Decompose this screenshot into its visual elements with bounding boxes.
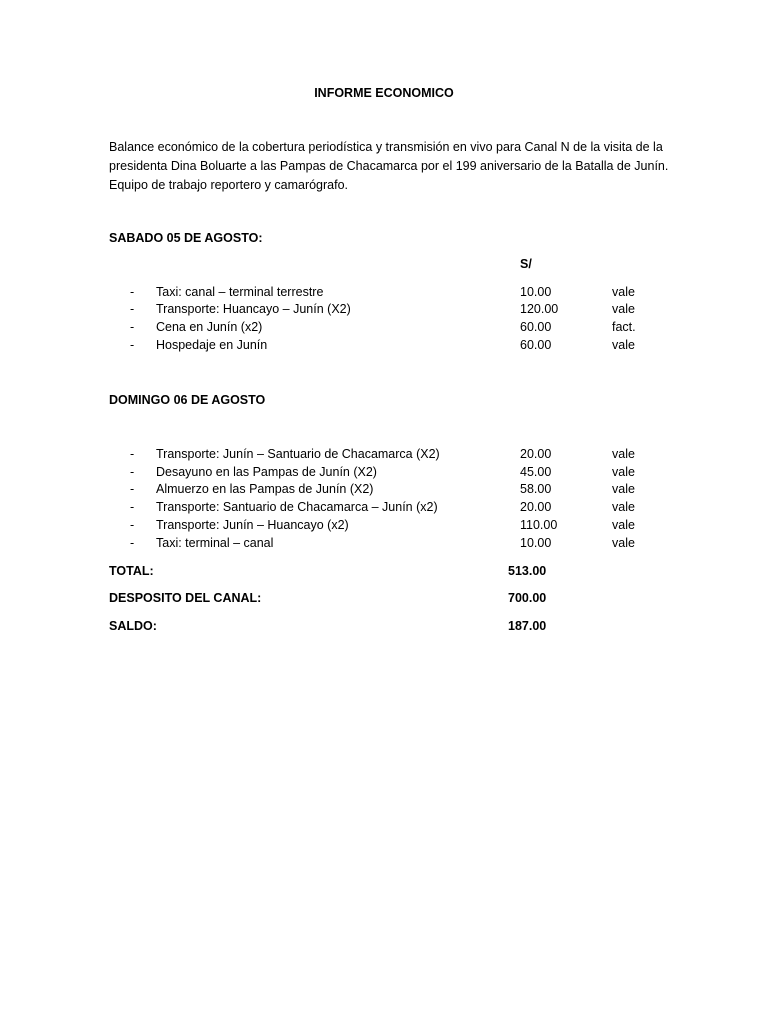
deposit-label: DESPOSITO DEL CANAL: xyxy=(109,591,262,605)
bullet-dash: - xyxy=(130,447,135,461)
bullet-dash: - xyxy=(130,320,135,334)
bullet-dash: - xyxy=(130,500,135,514)
expense-receipt-type: vale xyxy=(612,518,635,532)
expense-description: Transporte: Santuario de Chacamarca – Junín (x2) xyxy=(156,500,438,514)
expense-row xyxy=(0,518,768,536)
expense-description: Taxi: canal – terminal terrestre xyxy=(156,285,324,299)
bullet-dash: - xyxy=(130,338,135,352)
expense-amount: 20.00 xyxy=(520,447,552,461)
expense-row xyxy=(0,302,768,320)
expense-amount: 10.00 xyxy=(520,285,552,299)
balance-label: SALDO: xyxy=(109,619,157,633)
document-title: INFORME ECONOMICO xyxy=(314,86,454,100)
expense-receipt-type: vale xyxy=(612,447,635,461)
expense-amount: 60.00 xyxy=(520,320,552,334)
expense-receipt-type: fact. xyxy=(612,320,636,334)
expense-description: Hospedaje en Junín xyxy=(156,338,268,352)
expense-description: Desayuno en las Pampas de Junín (X2) xyxy=(156,465,377,479)
expense-row xyxy=(0,320,768,338)
expense-receipt-type: vale xyxy=(612,536,635,550)
expense-receipt-type: vale xyxy=(612,285,635,299)
expense-amount: 20.00 xyxy=(520,500,552,514)
expense-amount: 110.00 xyxy=(520,518,558,532)
expense-row xyxy=(0,465,768,483)
expense-row xyxy=(0,447,768,465)
intro-paragraph: Balance económico de la cobertura periodística y transmisión en vivo para Canal N de la visita de la presidenta Dina Boluarte a las Pampas de Chacamarca por el 199 aniversario de la Batalla de Junín. Equipo de trabajo reportero y camarógrafo. xyxy=(109,140,669,192)
expense-description: Transporte: Huancayo – Junín (X2) xyxy=(156,302,351,316)
expense-description: Transporte: Junín – Huancayo (x2) xyxy=(156,518,349,532)
expense-row xyxy=(0,482,768,500)
expense-description: Transporte: Junín – Santuario de Chacamarca (X2) xyxy=(156,447,440,461)
bullet-dash: - xyxy=(130,285,135,299)
expense-amount: 45.00 xyxy=(520,465,552,479)
expense-amount: 10.00 xyxy=(520,536,552,550)
expense-amount: 58.00 xyxy=(520,482,552,496)
expense-description: Taxi: terminal – canal xyxy=(156,536,274,550)
expense-receipt-type: vale xyxy=(612,482,635,496)
expense-row xyxy=(0,536,768,554)
deposit-value: 700.00 xyxy=(508,591,547,605)
total-label: TOTAL: xyxy=(109,564,154,578)
expense-amount: 120.00 xyxy=(520,302,559,316)
balance-value: 187.00 xyxy=(508,619,547,633)
bullet-dash: - xyxy=(130,482,135,496)
day2-heading: DOMINGO 06 DE AGOSTO xyxy=(109,393,266,407)
total-value: 513.00 xyxy=(508,564,547,578)
expense-receipt-type: vale xyxy=(612,338,635,352)
expense-description: Cena en Junín (x2) xyxy=(156,320,263,334)
expense-receipt-type: vale xyxy=(612,465,635,479)
expense-description: Almuerzo en las Pampas de Junín (X2) xyxy=(156,482,374,496)
bullet-dash: - xyxy=(130,536,135,550)
bullet-dash: - xyxy=(130,465,135,479)
bullet-dash: - xyxy=(130,302,135,316)
expense-receipt-type: vale xyxy=(612,500,635,514)
expense-row xyxy=(0,338,768,356)
bullet-dash: - xyxy=(130,518,135,532)
expense-amount: 60.00 xyxy=(520,338,552,352)
expense-receipt-type: vale xyxy=(612,302,635,316)
expense-row xyxy=(0,500,768,518)
expense-row xyxy=(0,285,768,303)
currency-header: S/ xyxy=(520,257,532,271)
day1-heading: SABADO 05 DE AGOSTO: xyxy=(109,231,263,245)
